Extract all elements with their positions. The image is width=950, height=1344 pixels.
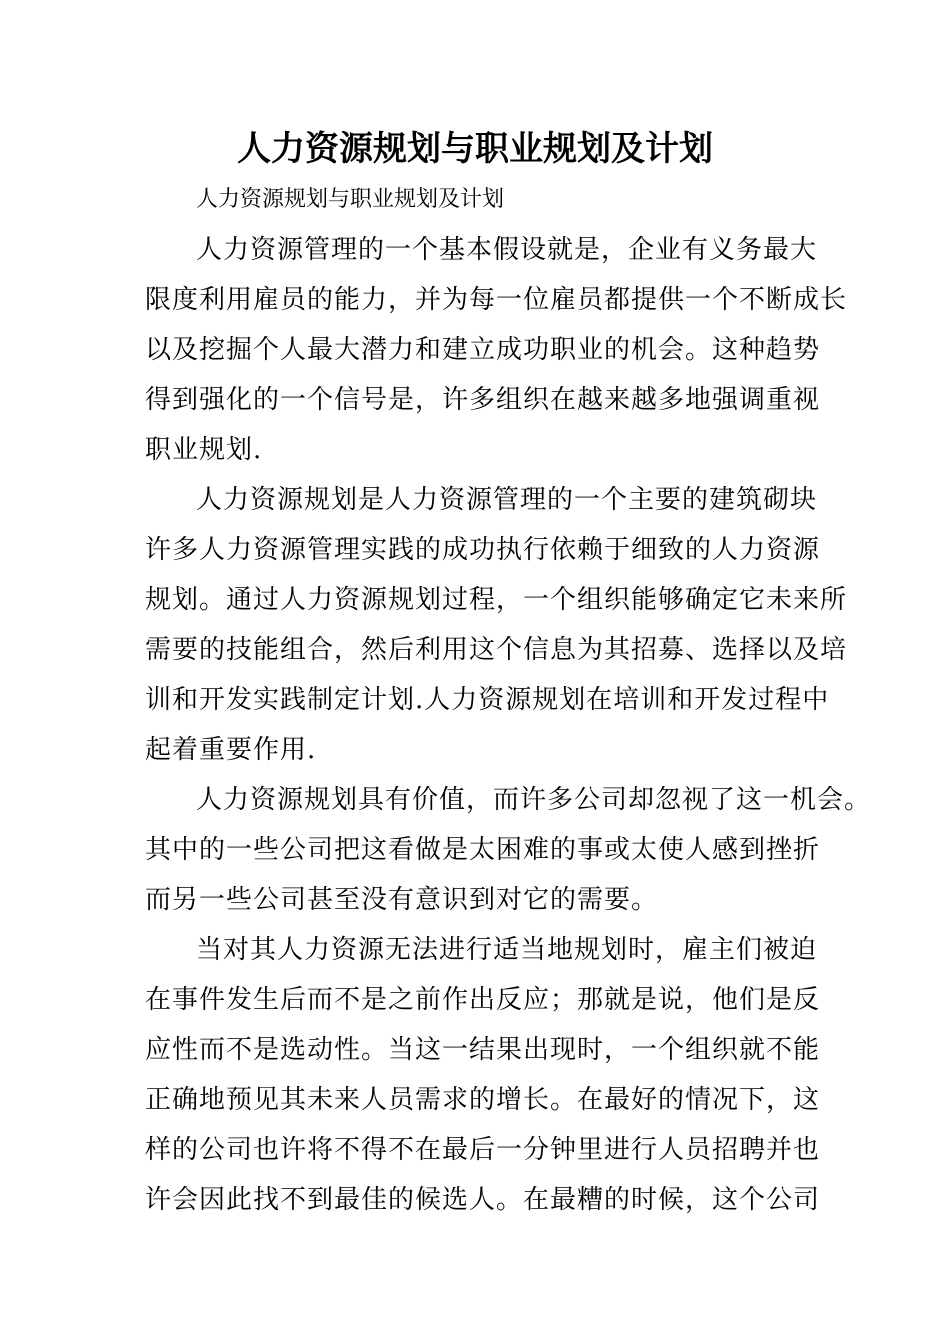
paragraph-line: 而另一些公司甚至没有意识到对它的需要。 [145,885,659,915]
document-subtitle: 人力资源规划与职业规划及计划 [196,187,505,212]
paragraph-line: 应性而不是选动性。当这一结果出现时，一个组织就不能 [145,1035,821,1065]
paragraph-line: 正确地预见其未来人员需求的增长。在最好的情况下，这 [145,1085,821,1115]
paragraph-line: 人力资源规划是人力资源管理的一个主要的建筑砌块 [196,485,818,515]
paragraph-line: 训和开发实践制定计划.人力资源规划在培训和开发过程中 [145,685,830,715]
paragraph-line: 需要的技能组合，然后利用这个信息为其招募、选择以及培 [145,635,848,665]
paragraph-line: 人力资源管理的一个基本假设就是，企业有义务最大 [196,235,818,265]
paragraph-line: 当对其人力资源无法进行适当地规划时，雇主们被迫 [196,935,818,965]
paragraph-line: 起着重要作用. [145,735,317,765]
paragraph-line: 其中的一些公司把这看做是太困难的事或太使人感到挫折 [145,835,821,865]
paragraph-line: 以及挖掘个人最大潜力和建立成功职业的机会。这种趋势 [145,335,821,365]
paragraph-line: 规划。通过人力资源规划过程，一个组织能够确定它未来所 [145,585,848,615]
paragraph-line: 得到强化的一个信号是，许多组织在越来越多地强调重视 [145,385,821,415]
paragraph-line: 许会因此找不到最佳的候选人。在最糟的时候，这个公司 [145,1185,821,1215]
paragraph-line: 人力资源规划具有价值，而许多公司却忽视了这一机会。 [196,785,872,815]
paragraph-line: 许多人力资源管理实践的成功执行依赖于细致的人力资源 [145,535,821,565]
document-title: 人力资源规划与职业规划及计划 [237,129,713,169]
paragraph-line: 样的公司也许将不得不在最后一分钟里进行人员招聘并也 [145,1135,821,1165]
paragraph-line: 在事件发生后而不是之前作出反应；那就是说，他们是反 [145,985,821,1015]
paragraph-line: 限度利用雇员的能力，并为每一位雇员都提供一个不断成长 [145,285,848,315]
paragraph-line: 职业规划. [145,435,263,465]
